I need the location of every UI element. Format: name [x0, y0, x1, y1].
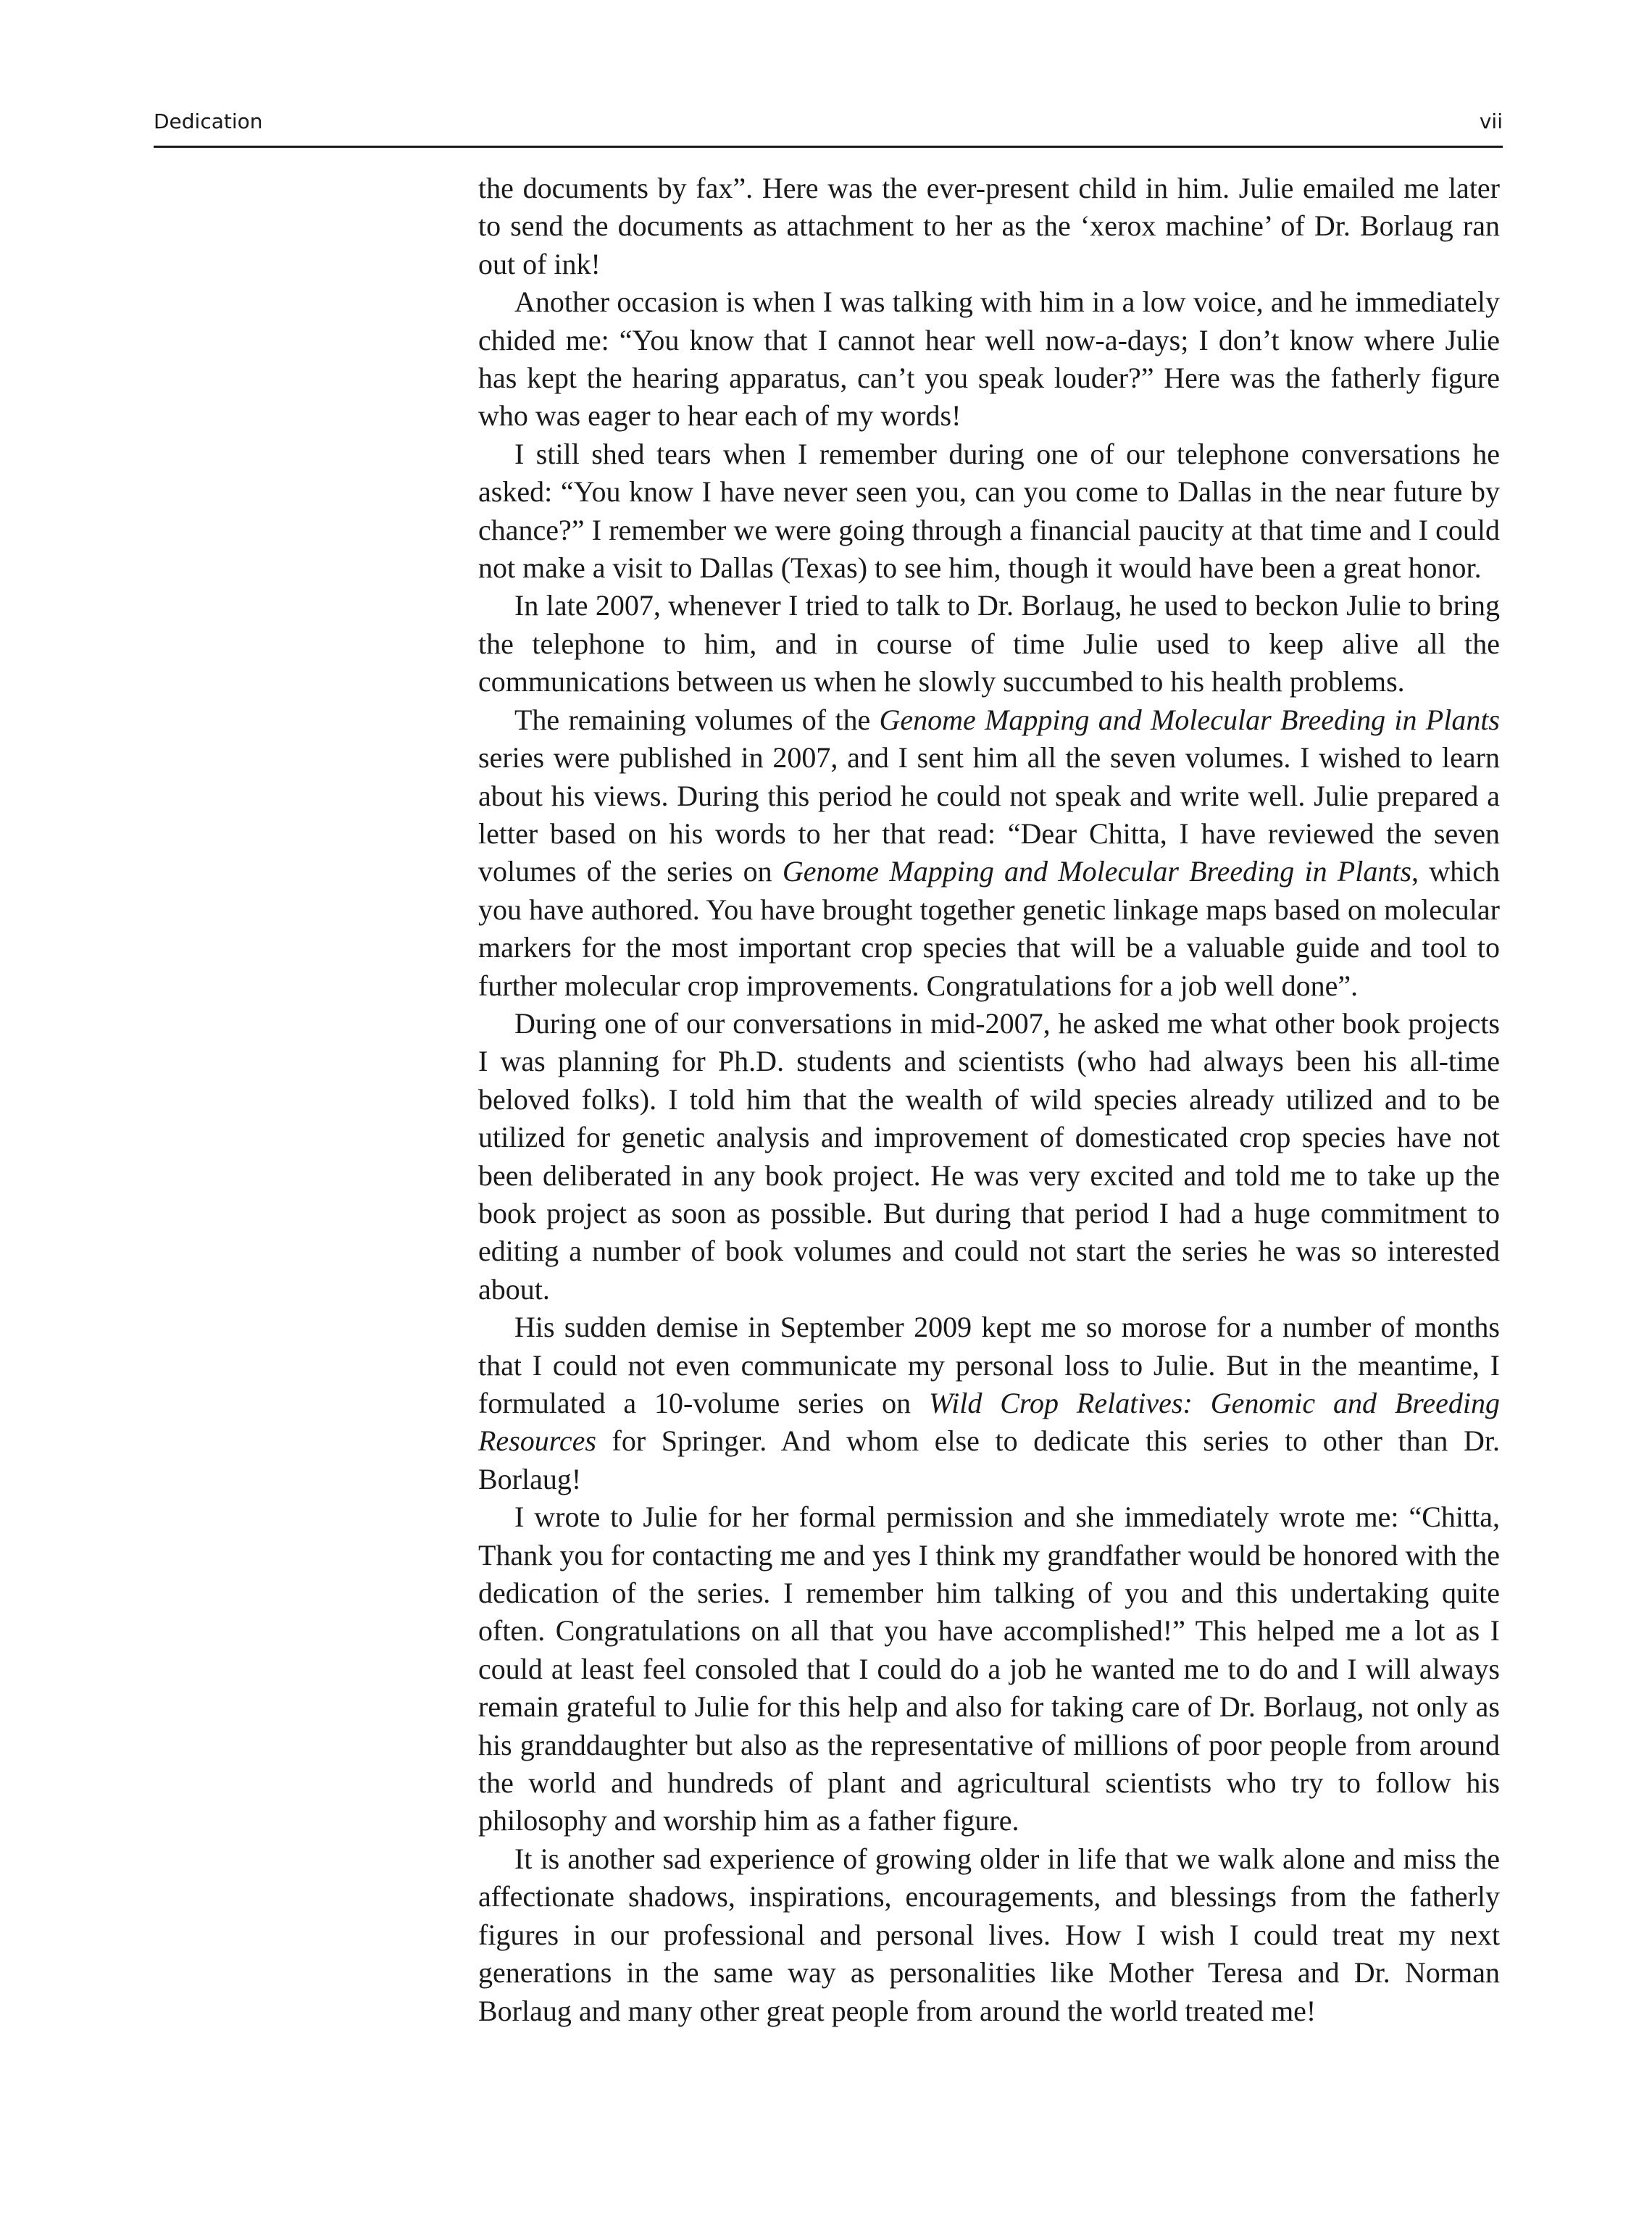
paragraph-4-text: In late 2007, whenever I tried to talk to Dr. Borlaug, he used to beckon Julie to bring the telephone to him, and in course of time Julie used to keep alive all the communications between us when he slowly succumbed to his health problems.: [478, 589, 1500, 698]
body-text: [478, 170, 1500, 2030]
paragraph-5-text: series were published in 2007, and I sent him all the seven volumes. I wished to learn about his views. During this period he could not speak and write well. Julie prepared a letter based on his words to her that read: “Dear Chitta, I have reviewed the seven volumes of the series on: [478, 741, 1500, 888]
paragraph-3-text: I still shed tears when I remember during one of our telephone conversations he asked: “You know I have never seen you, can you come to Dallas in the near future by chance?” I remember we were going through a financial paucity at that time and I could not make a visit to Dallas (Texas) to see him, though it would have been a great honor.: [478, 437, 1500, 585]
header-rule: [154, 146, 1503, 148]
running-head: [154, 107, 1503, 136]
paragraph-9-text: It is another sad experience of growing older in life that we walk alone and miss the affectionate shadows, inspirations, encouragements, and blessings from the fatherly figures in our professional and personal lives. How I wish I could treat my next generations in the same way as personalities like Mother Teresa and Dr. Norman Borlaug and many other great people from around the world treated me!: [478, 1842, 1500, 2027]
paragraph-2-text: Another occasion is when I was talking with him in a low voice, and he immediately chided me: “You know that I cannot hear well now-a-days; I don’t know where Julie has kept the hearing apparatus, can’t you speak louder?” Here was the fatherly figure who was eager to hear each of my words!: [478, 285, 1500, 433]
paragraph-6: [478, 1005, 1500, 1308]
paragraph-1: [478, 170, 1500, 283]
paragraph-3: [478, 435, 1500, 588]
paragraph-8-text: I wrote to Julie for her formal permission and she immediately wrote me: “Chitta, Thank you for contacting me and yes I think my grandfather would be honored with the dedication of the series. I remember him talking of you and this undertaking quite often. Congratulations on all that you have accomplished!” This helped me a lot as I could at least feel consoled that I could do a job he wanted me to do and I will always remain grateful to Julie for this help and also for taking care of Dr. Borlaug, not only as his granddaughter but also as the representative of millions of poor people from around the world and hundreds of plant and agricultural scientists who try to follow his philosophy and worship him as a father figure.: [478, 1500, 1500, 1837]
paragraph-8: [478, 1498, 1500, 1840]
paragraph-4: [478, 587, 1500, 701]
paragraph-5-text: The remaining volumes of the: [514, 703, 880, 736]
paragraph-5: [478, 701, 1500, 1005]
paragraph-2: [478, 283, 1500, 435]
running-head-title: Dedication: [154, 109, 263, 133]
series-title-italic: Genome Mapping and Molecular Breeding in Plants: [782, 855, 1412, 888]
page-number: vii: [1479, 109, 1503, 133]
paragraph-7-text: for Springer. And whom else to dedicate this series to other than Dr. Borlaug!: [478, 1424, 1500, 1495]
series-title-italic: Wild Crop Relatives: Genomic and Breeding Resources: [478, 1387, 1500, 1458]
paragraph-1-text: the documents by fax”. Here was the ever-present child in him. Julie emailed me later to send the documents as attachment to her as the ‘xerox machine’ of Dr. Borlaug ran out of ink!: [478, 172, 1500, 280]
paragraph-6-text: During one of our conversations in mid-2007, he asked me what other book projects I was planning for Ph.D. students and scientists (who had always been his all-time beloved folks). I told him that the wealth of wild species already utilized and to be utilized for genetic analysis and improvement of domesticated crop species have not been deliberated in any book project. He was very excited and told me to take up the book project as soon as possible. But during that period I had a huge commitment to editing a number of book volumes and could not start the series he was so interested about.: [478, 1006, 1500, 1306]
paragraph-7: [478, 1308, 1500, 1498]
paragraph-7-text: His sudden demise in September 2009 kept me so morose for a number of months that I could not even communicate my personal loss to Julie. But in the meantime, I formulated a 10-volume series on: [478, 1311, 1500, 1419]
paragraph-9: [478, 1840, 1500, 2030]
series-title-italic: Genome Mapping and Molecular Breeding in Plants: [879, 703, 1500, 736]
paragraph-5-text: , which you have authored. You have brought together genetic linkage maps based on molecular markers for the most important crop species that will be a valuable guide and tool to further molecular crop improvements. Congratulations for a job well done”.: [478, 855, 1501, 1002]
